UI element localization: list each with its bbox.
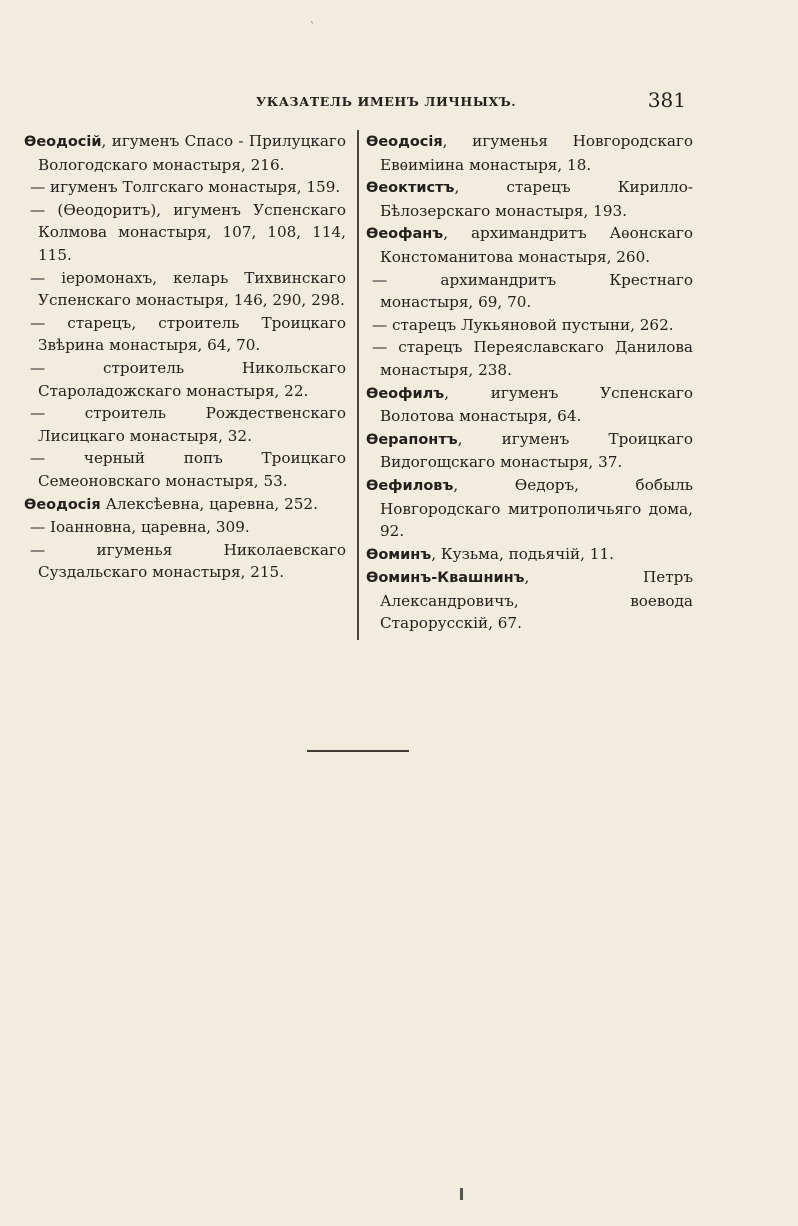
- entry-dash: —: [372, 338, 388, 357]
- index-subentry: [24, 267, 346, 312]
- entry-dash: —: [30, 200, 46, 219]
- entry-name: Ѳоминъ: [366, 546, 432, 563]
- entry-text: , Кузьма, подьячій, 11.: [431, 544, 614, 563]
- entry-text: черный попъ Троицкаго Семеоновскаго монастыря, 53.: [38, 449, 346, 490]
- entry-dash: —: [30, 268, 46, 287]
- index-subentry: [24, 176, 346, 199]
- index-subentry: [24, 539, 346, 584]
- entry-text: строитель Рождественскаго Лисицкаго монастыря, 32.: [38, 404, 346, 445]
- entry-text: (Ѳеодоритъ), игуменъ Успенскаго Колмова монастыря, 107, 108, 114, 115.: [38, 200, 347, 264]
- index-entry: [366, 130, 693, 176]
- entry-dash: —: [30, 178, 46, 197]
- index-subentry: [24, 402, 346, 447]
- column-divider: [357, 130, 359, 640]
- index-entry: [366, 176, 693, 222]
- entry-dash: —: [30, 358, 46, 377]
- page-number: 381: [647, 88, 686, 112]
- index-subentry: [366, 269, 693, 314]
- entry-dash: —: [30, 404, 46, 423]
- index-subentry: [24, 357, 346, 402]
- entry-text: старецъ Переяславскаго Данилова монастыря, 238.: [380, 338, 693, 379]
- entry-text: строитель Никольскаго Староладожскаго монастыря, 22.: [38, 358, 346, 400]
- entry-dash: —: [30, 518, 46, 537]
- page-header: [24, 88, 694, 114]
- entry-text: , архимандритъ Аѳонскаго Констоманитова монастыря, 260.: [380, 224, 693, 266]
- entry-text: , игуменья Новгородскаго Евѳиміина монастыря, 18.: [380, 132, 693, 174]
- entry-name: Ѳеоктистъ: [366, 180, 455, 197]
- index-subentry: [24, 447, 346, 492]
- entry-dash: —: [30, 449, 46, 468]
- entry-text: , Петръ Александровичъ, воевода Старорусскій, 67.: [380, 568, 693, 633]
- entry-dash: —: [30, 540, 46, 559]
- entry-text: , игуменъ Троицкаго Видогощскаго монастыря, 37.: [380, 429, 693, 472]
- index-entry: [24, 130, 346, 176]
- index-entry: [24, 493, 346, 517]
- entry-name: Ѳефиловъ: [366, 477, 454, 494]
- index-entry: [366, 474, 693, 543]
- index-subentry: [24, 312, 346, 357]
- entry-text: старецъ Лукьяновой пустыни, 262.: [392, 315, 674, 334]
- entry-text: Алексѣевна, царевна, 252.: [100, 494, 318, 513]
- index-entry: [366, 566, 693, 635]
- entry-dash: —: [372, 315, 388, 334]
- entry-name: Ѳеофилъ: [366, 385, 445, 402]
- left-column: [24, 130, 346, 584]
- index-subentry: [24, 199, 346, 267]
- entry-text: , игуменъ Успенскаго Волотова монастыря, 64.: [380, 383, 693, 426]
- entry-text: архимандритъ Крестнаго монастыря, 69, 70.: [380, 270, 693, 312]
- index-subentry: [24, 516, 346, 539]
- entry-text: , игуменъ Спасо - Прилуцкаго Вологодскаго монастыря, 216.: [38, 132, 346, 174]
- index-entry: [366, 428, 693, 474]
- entry-name: Ѳеодосія: [366, 134, 443, 150]
- right-column: [366, 130, 693, 635]
- entry-text: іеромонахъ, келарь Тихвинскаго Успенскаго монастыря, 146, 290, 298.: [38, 268, 347, 310]
- index-entry: [366, 382, 693, 428]
- entry-name: Ѳоминъ-Квашнинъ: [366, 570, 525, 587]
- top-mark: ˋ: [310, 22, 315, 33]
- entry-text: , старецъ Кирилло-Бѣлозерскаго монастыря, 193.: [380, 178, 693, 220]
- running-title: УКАЗАТЕЛЬ ИМЕНЪ ЛИЧНЫХЪ.: [256, 94, 517, 109]
- index-subentry: [366, 314, 693, 337]
- entry-text: , Ѳедоръ, бобыль Новгородскаго митрополичьяго дома, 92.: [380, 475, 693, 541]
- entry-dash: —: [372, 270, 388, 289]
- bottom-mark: [460, 1188, 463, 1200]
- section-divider: [307, 750, 409, 752]
- entry-dash: —: [30, 313, 46, 332]
- entry-name: Ѳерапонтъ: [366, 431, 458, 448]
- entry-text: игуменья Николаевскаго Суздальскаго монастыря, 215.: [38, 540, 346, 582]
- entry-name: Ѳеодосія: [24, 496, 101, 513]
- index-entry: [366, 222, 693, 268]
- entry-text: Іоанновна, царевна, 309.: [50, 518, 250, 537]
- entry-name: Ѳеодосій: [24, 134, 102, 150]
- entry-text: старецъ, строитель Троицкаго Звѣрина монастыря, 64, 70.: [38, 313, 346, 355]
- index-entry: [366, 543, 693, 567]
- entry-name: Ѳеофанъ: [366, 226, 444, 243]
- index-subentry: [366, 336, 693, 381]
- entry-text: игуменъ Толгскаго монастыря, 159.: [50, 178, 341, 197]
